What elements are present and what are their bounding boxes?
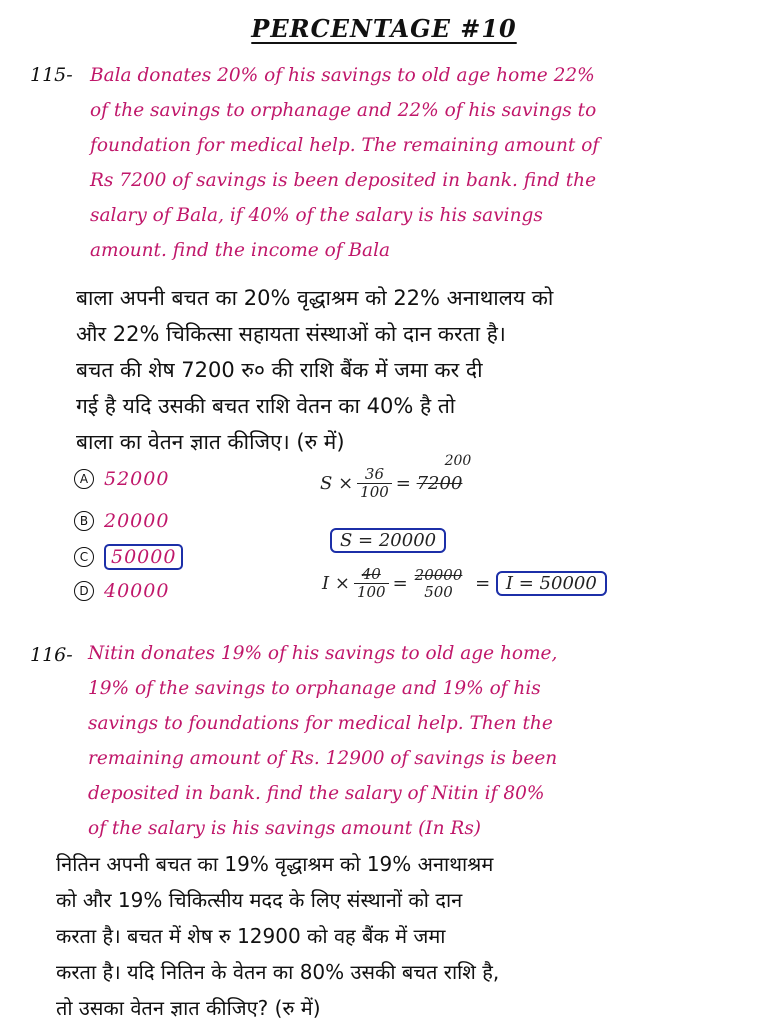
option-letter: A xyxy=(74,469,94,489)
work-fraction xyxy=(354,566,389,601)
q116-hi-line-5: तो उसका वेतन ज्ञात कीजिए? (रु में) xyxy=(56,996,321,1020)
q115-hi-line-3: बचत की शेष 7200 रु० की राशि बैंक में जमा कर दी xyxy=(76,358,483,382)
q116-en-line-2: 19% of the savings to orphanage and 19% of his xyxy=(88,678,541,699)
q115-hi-line-5: बाला का वेतन ज्ञात कीजिए। (रु में) xyxy=(76,430,345,454)
q116-en-line-5: deposited in bank. find the salary of Nitin if 80% xyxy=(88,783,545,804)
q116-hi-line-1: नितिन अपनी बचत का 19% वृद्धाश्रम को 19% अनाथाश्रम xyxy=(56,852,494,876)
times-sign: × xyxy=(332,473,354,494)
equals-sign: = xyxy=(392,573,408,594)
q116-hi-line-4: करता है। यदि नितिन के वेतन का 80% उसकी बचत राशि है, xyxy=(56,960,500,984)
q116-english-text xyxy=(88,636,557,846)
option-value: 20000 xyxy=(104,510,170,532)
q115-hi-line-1: बाला अपनी बचत का 20% वृद्धाश्रम को 22% अनाथालय को xyxy=(76,286,554,310)
option-letter: C xyxy=(74,547,94,567)
work-line-2 xyxy=(330,528,446,553)
work-fraction xyxy=(357,466,392,501)
work-result-above: 200 xyxy=(444,453,472,469)
option-b xyxy=(74,506,169,536)
equals-sign: = xyxy=(395,473,417,494)
page-title: PERCENTAGE #10 xyxy=(251,14,517,43)
q115-en-line-3: foundation for medical help. The remaining amount of xyxy=(90,135,600,156)
equals-sign: = xyxy=(469,573,496,594)
work-line-1 xyxy=(320,453,472,501)
work-income-result: I = 50000 xyxy=(496,571,607,596)
q115-hi-line-4: गई है यदि उसकी बचत राशि वेतन का 40% है तो xyxy=(76,394,456,418)
option-letter: D xyxy=(74,581,94,601)
fraction-denominator: 500 xyxy=(424,582,453,601)
q116-en-line-4: remaining amount of Rs. 12900 of savings is been xyxy=(88,748,558,769)
q116-hindi-text xyxy=(56,846,499,1026)
work-result xyxy=(416,453,472,494)
q115-hindi-text xyxy=(76,280,553,460)
option-letter: B xyxy=(74,511,94,531)
option-c xyxy=(74,542,183,572)
fraction-numerator: 20000 xyxy=(414,565,463,584)
option-value-selected: 50000 xyxy=(104,544,183,570)
q115-en-line-2: of the savings to orphanage and 22% of his savings to xyxy=(90,100,597,121)
work-variable: I xyxy=(322,573,330,594)
times-sign: × xyxy=(329,573,350,594)
work-result-struck: 7200 xyxy=(416,473,463,494)
q115-en-line-5: salary of Bala, if 40% of the salary is his savings xyxy=(90,205,543,226)
option-a xyxy=(74,464,169,494)
option-value: 52000 xyxy=(104,468,170,490)
q116-en-line-3: savings to foundations for medical help. Then the xyxy=(88,713,553,734)
fraction-numerator: 40 xyxy=(354,566,389,584)
fraction-denominator: 100 xyxy=(360,483,389,501)
work-savings-result: S = 20000 xyxy=(330,528,446,553)
q116-hi-line-3: करता है। बचत में शेष रु 12900 को वह बैंक में जमा xyxy=(56,924,446,948)
fraction-denominator: 100 xyxy=(356,583,386,601)
q116-en-line-6: of the salary is his savings amount (In Rs) xyxy=(88,818,482,839)
q115-en-line-6: amount. find the income of Bala xyxy=(90,240,391,261)
fraction-numerator: 36 xyxy=(357,466,392,484)
work-variable: S xyxy=(320,473,333,494)
q115-en-line-4: Rs 7200 of savings is been deposited in bank. find the xyxy=(90,170,597,191)
q115-english-text xyxy=(90,58,599,268)
option-d xyxy=(74,576,169,606)
work-line-3 xyxy=(322,566,607,601)
q115-hi-line-2: और 22% चिकित्सा सहायता संस्थाओं को दान करता है। xyxy=(76,322,506,346)
question-number-115: 115- xyxy=(30,64,73,86)
q116-en-line-1: Nitin donates 19% of his savings to old age home, xyxy=(88,643,558,664)
question-number-116: 116- xyxy=(30,644,73,666)
q116-hi-line-2: को और 19% चिकित्सीय मदद के लिए संस्थानों को दान xyxy=(56,888,463,912)
work-fraction-2 xyxy=(412,567,466,601)
q115-en-line-1: Bala donates 20% of his savings to old age home 22% xyxy=(90,65,595,86)
option-value: 40000 xyxy=(104,580,170,602)
